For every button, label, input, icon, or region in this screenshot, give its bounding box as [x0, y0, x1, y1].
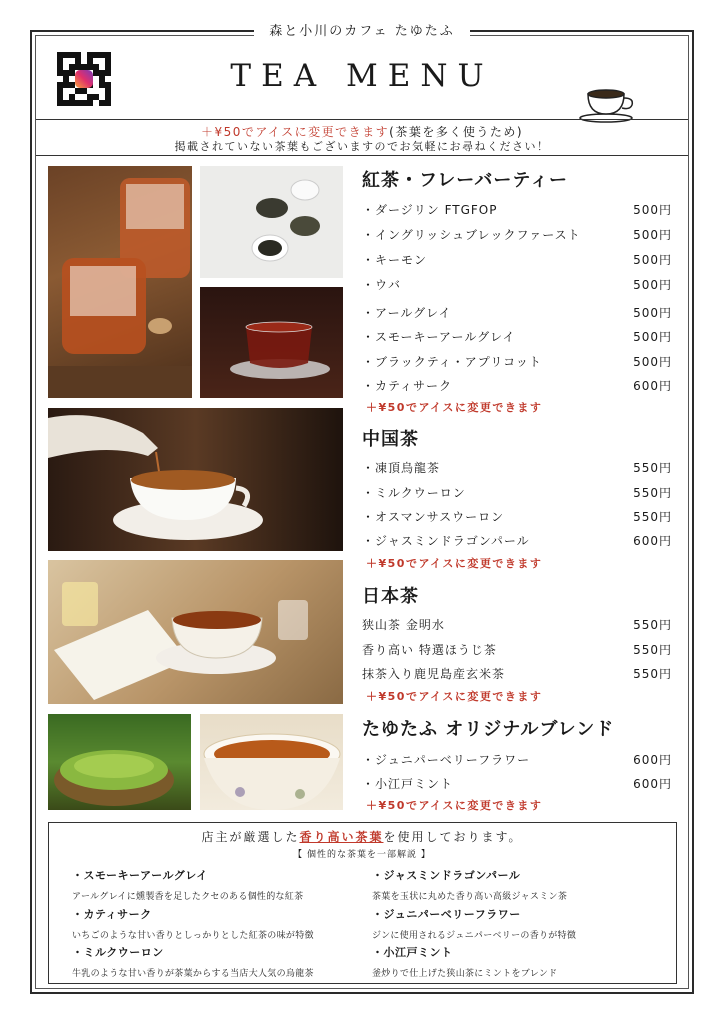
item-price: 600円 [633, 753, 672, 767]
item-name: ・ジュニパーベリーフラワー [362, 753, 531, 767]
item-name: ・イングリッシュブレックファースト [362, 228, 581, 242]
note-name: ・ミルクウーロン [72, 946, 164, 959]
item-price: 600円 [633, 777, 672, 791]
note-name: ・スモーキーアールグレイ [72, 869, 208, 882]
note-name: ・カティサーク [72, 908, 152, 921]
item-price: 500円 [633, 203, 672, 217]
menu-item [362, 328, 672, 345]
menu-title: TEA MENU [230, 58, 494, 94]
note-desc: ジンに使用されるジュニパーベリーの香りが特徴 [372, 931, 577, 941]
ice-notice-red: ＋¥50でアイスに変更できます [200, 125, 390, 139]
photo-black-tea-cup [200, 287, 343, 398]
item-name: 香り高い 特選ほうじ茶 [362, 643, 497, 657]
section-title-chinese-tea: 中国茶 [362, 429, 419, 450]
photo-tea-leaves [200, 166, 343, 278]
item-price: 550円 [633, 618, 672, 632]
menu-item [362, 226, 672, 243]
menu-item [362, 484, 672, 501]
item-name: ・ダージリン FTGFOP [362, 203, 498, 217]
item-name: ・ブラックティ・アプリコット [362, 355, 542, 369]
ice-option-note: ＋¥50でアイスに変更できます [366, 690, 543, 703]
note-desc: 牛乳のような甘い香りが茶葉からする当店大人気の烏龍茶 [72, 969, 314, 979]
item-name: 狭山茶 金明水 [362, 618, 445, 632]
item-price: 500円 [633, 228, 672, 242]
photo-tea-closeup [200, 714, 343, 810]
menu-item [362, 508, 672, 525]
photo-tea-leaves-basket [48, 714, 191, 810]
item-price: 550円 [633, 486, 672, 500]
item-name: ・ジャスミンドラゴンパール [362, 534, 530, 548]
ask-notice: 掲載されていない茶葉もございますのでお気軽にお尋ねください！ [174, 140, 550, 153]
item-name: ・オスマンサスウーロン [362, 510, 505, 524]
teacup-icon [578, 80, 638, 124]
item-name: ・キーモン [362, 253, 428, 267]
note-desc: 茶葉を玉状に丸めた香り高い高級ジャスミン茶 [372, 892, 568, 902]
header-divider-top [36, 119, 688, 120]
item-name: ・ウバ [362, 278, 402, 292]
note-desc: 釜炒りで仕上げた狭山茶にミントをブレンド [372, 969, 558, 979]
section-title-japanese-tea: 日本茶 [362, 586, 419, 607]
photo-tray-tea [48, 560, 343, 704]
note-name: ・小江戸ミント [372, 946, 453, 959]
menu-item [362, 616, 672, 633]
menu-item [362, 377, 672, 394]
notes-title-post: を使用しております。 [383, 830, 523, 844]
item-name: ・カティサーク [362, 379, 453, 393]
item-name: ・凍頂烏龍茶 [362, 461, 441, 475]
notes-title [0, 828, 724, 845]
menu-item [362, 304, 672, 321]
item-name: ・アールグレイ [362, 306, 452, 320]
notes-title-pre: 店主が厳選した [201, 830, 300, 844]
menu-item [362, 641, 672, 658]
menu-item [362, 665, 672, 682]
menu-item [362, 251, 672, 268]
item-name: 抹茶入り鹿児島産玄米茶 [362, 667, 506, 681]
menu-item [362, 459, 672, 476]
item-price: 600円 [633, 534, 672, 548]
item-price: 500円 [633, 306, 672, 320]
section-title-black-tea: 紅茶・フレーバーティー [362, 170, 568, 191]
ice-notice-reason: (茶葉を多く使うため) [389, 125, 524, 139]
cafe-name: 森と小川のカフェ たゆたふ [254, 21, 470, 43]
note-desc: いちごのような甘い香りとしっかりとした紅茶の味が特徴 [72, 931, 314, 941]
menu-item [362, 751, 672, 768]
header-divider-bottom [36, 155, 688, 156]
item-name: ・小江戸ミント [362, 777, 454, 791]
photo-pouring-tea [48, 408, 343, 551]
ice-option-note: ＋¥50でアイスに変更できます [366, 799, 543, 812]
item-price: 500円 [633, 253, 672, 267]
item-price: 550円 [633, 461, 672, 475]
notes-title-highlight: 香り高い茶葉 [299, 830, 384, 844]
note-name: ・ジュニパーベリーフラワー [372, 908, 521, 921]
item-price: 550円 [633, 643, 672, 657]
photo-iced-tea [48, 166, 192, 398]
note-name: ・ジャスミンドラゴンパール [372, 869, 521, 882]
ice-option-note: ＋¥50でアイスに変更できます [366, 557, 543, 570]
notes-subtitle: 【 個性的な茶葉を一部解説 】 [293, 850, 431, 860]
item-price: 550円 [633, 667, 672, 681]
menu-item [362, 775, 672, 792]
note-desc: アールグレイに燻製香を足したクセのある個性的な紅茶 [72, 892, 304, 902]
menu-item [362, 201, 672, 218]
menu-item [362, 353, 672, 370]
item-price: 500円 [633, 330, 672, 344]
section-title-original-blend: たゆたふ オリジナルブレンド [362, 719, 615, 740]
menu-item [362, 532, 672, 549]
item-price: 500円 [633, 278, 672, 292]
ice-option-note: ＋¥50でアイスに変更できます [366, 401, 543, 414]
item-name: ・スモーキーアールグレイ [362, 330, 516, 344]
item-price: 550円 [633, 510, 672, 524]
item-price: 500円 [633, 355, 672, 369]
item-name: ・ミルクウーロン [362, 486, 466, 500]
menu-item [362, 276, 672, 293]
item-price: 600円 [633, 379, 672, 393]
